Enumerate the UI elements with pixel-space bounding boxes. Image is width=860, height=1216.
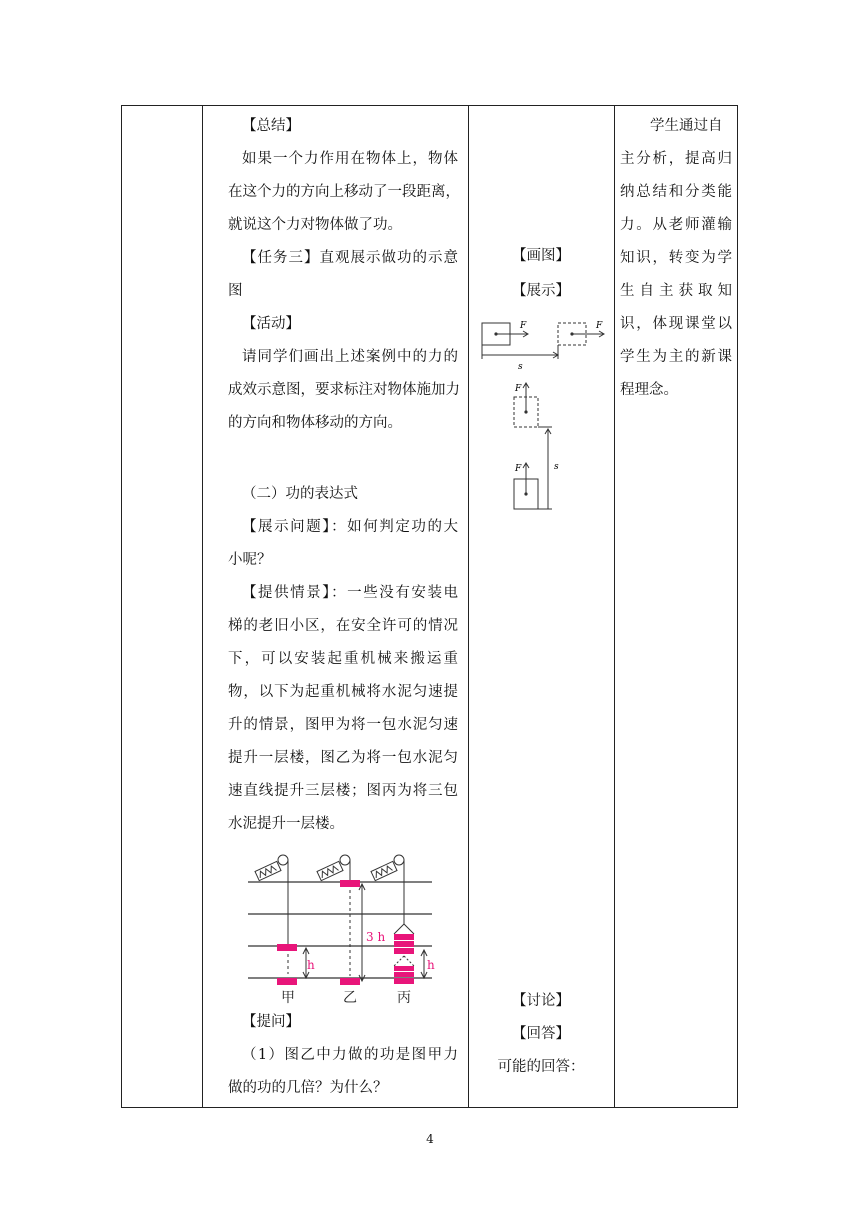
content-line: 水泥提升一层楼。 bbox=[228, 816, 344, 832]
huida-label: 【回答】 bbox=[512, 1026, 570, 1042]
content-line: 速直线提升三层楼；图丙为将三包 bbox=[228, 783, 458, 799]
taolun-label: 【讨论】 bbox=[512, 993, 570, 1009]
content-line: 物，以下为起重机械将水泥匀速提 bbox=[228, 684, 458, 700]
intent-line: 生自主获取知 bbox=[620, 283, 732, 299]
column-divider-3 bbox=[614, 106, 615, 1107]
content-line: 梯的老旧小区，在安全许可的情况 bbox=[228, 618, 458, 634]
zhanshi-label: 【展示】 bbox=[512, 283, 570, 299]
content-line: 【任务三】直观展示做功的示意 bbox=[242, 250, 458, 266]
label-yi: 乙 bbox=[343, 990, 357, 1006]
content-line: 做的功的几倍？为什么？ bbox=[228, 1080, 388, 1096]
label-f-vertical-1: F bbox=[515, 384, 522, 394]
content-line: 小呢？ bbox=[228, 552, 272, 568]
content-line: 在这个力的方向上移动了一段距离， bbox=[228, 184, 460, 200]
label-h-bing: h bbox=[427, 958, 435, 972]
intent-line: 学生通过自 bbox=[650, 118, 723, 134]
label-s-vertical: s bbox=[554, 462, 559, 472]
content-line: 请同学们画出上述案例中的力的 bbox=[242, 349, 458, 365]
crane-jia bbox=[255, 855, 297, 985]
intent-line: 学生为主的新课 bbox=[620, 349, 732, 365]
possible-answer-label: 可能的回答： bbox=[497, 1059, 585, 1075]
label-h-jia: h bbox=[307, 958, 315, 972]
intent-line: 识，体现课堂以 bbox=[620, 316, 732, 332]
crane-bing bbox=[371, 855, 414, 984]
crane-lifting-figure bbox=[244, 846, 439, 1006]
page-number: 4 bbox=[426, 1132, 434, 1146]
content-line: 【展示问题】：如何判定功的大 bbox=[242, 519, 458, 535]
content-line: （二）功的表达式 bbox=[242, 486, 358, 502]
label-jia: 甲 bbox=[281, 990, 295, 1006]
label-f-vertical-2: F bbox=[515, 464, 522, 474]
content-line: 就说这个力对物体做了功。 bbox=[228, 217, 402, 233]
content-line: （1）图乙中力做的功是图甲力 bbox=[242, 1047, 458, 1063]
content-line: 【提供情景】：一些没有安装电 bbox=[242, 585, 458, 601]
content-line: 成效示意图，要求标注对物体施加力 bbox=[228, 382, 460, 398]
lesson-table bbox=[121, 105, 738, 1108]
content-line: 下，可以安装起重机械来搬运重 bbox=[228, 651, 458, 667]
intent-line: 纳总结和分类能 bbox=[620, 184, 732, 200]
content-line: 【提问】 bbox=[242, 1014, 300, 1030]
label-s-horizontal: s bbox=[518, 362, 523, 372]
content-line: 升的情景，图甲为将一包水泥匀速 bbox=[228, 717, 458, 733]
label-f-horizontal-2: F bbox=[596, 321, 603, 331]
content-line: 图 bbox=[228, 283, 243, 299]
intent-line: 主分析，提高归 bbox=[620, 151, 732, 167]
label-bing: 丙 bbox=[397, 990, 411, 1006]
huatu-label: 【画图】 bbox=[512, 248, 570, 264]
label-f-horizontal-1: F bbox=[520, 321, 527, 331]
content-line: 的方向和物体移动的方向。 bbox=[228, 415, 402, 431]
content-line: 【总结】 bbox=[242, 118, 300, 134]
label-3h: 3 h bbox=[366, 930, 386, 944]
work-force-diagram bbox=[478, 311, 610, 511]
column-divider-1 bbox=[202, 106, 203, 1107]
content-line: 【活动】 bbox=[242, 316, 300, 332]
content-line: 如果一个力作用在物体上，物体 bbox=[242, 151, 458, 167]
crane-yi bbox=[317, 855, 365, 985]
intent-line: 力。从老师灌输 bbox=[620, 217, 732, 233]
intent-line: 程理念。 bbox=[620, 382, 678, 398]
content-line: 提升一层楼，图乙为将一包水泥匀 bbox=[228, 750, 458, 766]
intent-line: 知识，转变为学 bbox=[620, 250, 732, 266]
